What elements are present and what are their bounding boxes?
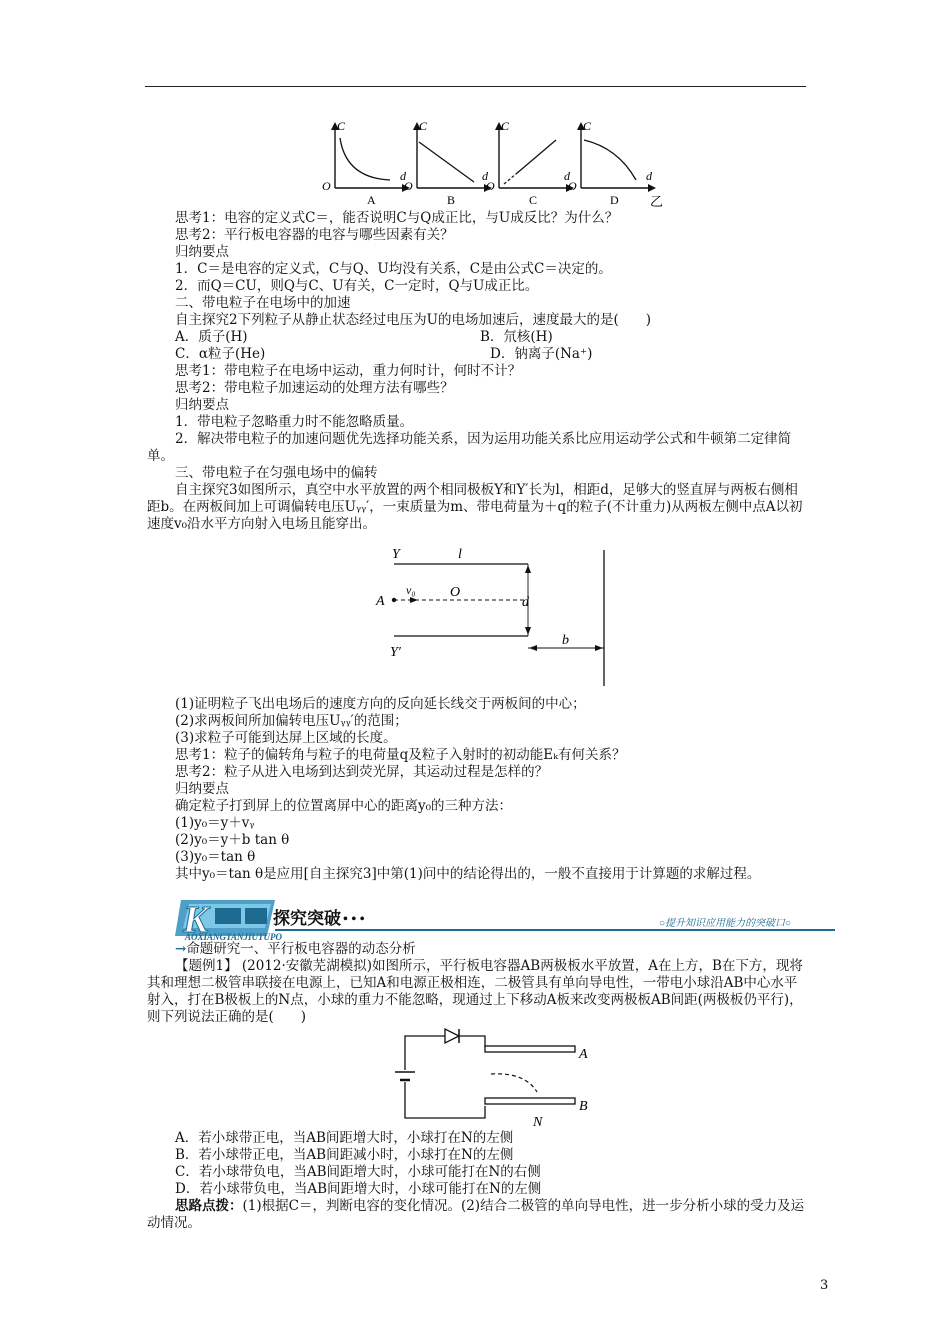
graph-c-origin: O — [486, 179, 495, 193]
hint-label: 思路点拨： — [175, 1198, 243, 1214]
summary-1-point-2: 2．而Q＝CU，则Q与C、U有关，C一定时，Q与U成正比。 — [175, 278, 539, 294]
capacitance-graphs — [310, 118, 670, 210]
option-a-proton: A．质子(H) — [175, 329, 248, 345]
hint-paragraph — [147, 1198, 807, 1232]
choice-b: B．若小球带正电，当AB间距减小时，小球打在N的左侧 — [175, 1147, 514, 1163]
graph-d-d-label: d — [646, 169, 652, 183]
circuit-figure — [385, 1026, 605, 1130]
graph-b-origin: O — [404, 179, 413, 193]
page-number: 3 — [820, 1278, 829, 1293]
choice-d: D．若小球带负电，当AB间距增大时，小球可能打在N的左侧 — [175, 1181, 542, 1197]
svg-text:• • •: • • • — [343, 912, 365, 927]
v0-label: v₀ — [406, 583, 416, 597]
question-2: (2)求两板间所加偏转电压Uᵧᵧ′的范围； — [175, 713, 408, 729]
banner-slogan: ○提升知识应用能力的突破口○ — [659, 918, 792, 929]
method-2: (2)y₀＝y＋b tan θ — [175, 832, 290, 848]
summary-2-point-2: 2．解决带电粒子的加速问题优先选择功能关系，因为运用功能关系比应用运动学公式和牛顿第二定律简单。 — [147, 431, 792, 464]
choice-a: A．若小球带正电，当AB间距增大时，小球打在N的左侧 — [175, 1130, 514, 1146]
arrow-right-icon: → — [175, 941, 187, 957]
graph-d — [568, 119, 663, 209]
example-1: 【题例1】 (2012·安徽芜湖模拟)如图所示，平行板电容器AB两极板水平放置，A在上方，B在下方，现将其和理想二极管串联接在电源上，已知A和电源正极相连，二极管具有单向导电性，一带电小球沿AB中心水平射入，打在B极板上的N点，小球的重力不能忽略，现通过上下移动A板来改变两极板AB间距(两极板仍平行)，则下列说法正确的是( ) — [147, 958, 803, 1025]
graph-c-label: C — [529, 193, 538, 207]
plate-length-label: l — [458, 547, 462, 562]
gap-d-label: d — [522, 595, 529, 610]
graph-b-d-label: d — [482, 169, 488, 183]
graph-a-d-label: d — [400, 169, 406, 183]
question-1: (1)证明粒子飞出电场后的速度方向的反向延长线交于两板间的中心； — [175, 696, 586, 712]
think-4: 思考2：带电粒子加速运动的处理方法有哪些？ — [175, 380, 454, 396]
topic-1-heading-text: 命题研究一、平行板电容器的动态分析 — [186, 941, 416, 957]
hint-text: (1)根据C＝，判断电容的变化情况。(2)结合二极管的单向导电性，进一步分析小球的受力及运动情况。 — [147, 1198, 805, 1231]
think-3: 思考1：带电粒子在电场中运动，重力何时计，何时不计？ — [175, 363, 522, 379]
banner-pinyin: AOXIANGTANJIUTUPO — [185, 932, 283, 940]
banner-title: 探究突破 — [273, 909, 341, 928]
inquiry-2: 自主探究2下列粒子从静止状态经过电压为U的电场加速后，速度最大的是( ) — [175, 312, 651, 328]
graph-d-c-label: C — [583, 119, 592, 133]
distance-b-label: b — [562, 633, 569, 648]
graph-b-label: B — [447, 193, 456, 207]
inquiry-3: 自主探究3如图所示，真空中水平放置的两个相同极板Y和Y′长为l，相距d，足够大的竖直屏与两板右侧相距b。在两板间加上可调偏转电压Uᵧᵧ′，一束质量为m、带电荷量为＋q的粒子(不计重力)从两板左侧中点A以初速度v₀沿水平方向射入电场且能穿出。 — [147, 482, 803, 532]
figure-label: 乙 — [650, 194, 664, 209]
think-5: 思考1：粒子的偏转角与粒子的电荷量q及粒子入射时的初动能Eₖ有何关系？ — [175, 747, 626, 763]
graph-a-c-label: C — [337, 119, 346, 133]
question-3: (3)求粒子可能到达屏上区域的长度。 — [175, 730, 397, 746]
graph-a-origin: O — [322, 179, 331, 193]
graph-b-c-label: C — [419, 119, 428, 133]
point-n-label: N — [533, 1115, 543, 1130]
summary-heading-1: 归纳要点 — [175, 244, 229, 260]
center-o-label: O — [450, 585, 461, 600]
plate-b-label: B — [579, 1099, 588, 1114]
banner-letter: K — [183, 899, 209, 940]
graph-c-c-label: C — [501, 119, 510, 133]
methods-intro: 确定粒子打到屏上的位置离屏中心的距离y₀的三种方法： — [175, 798, 513, 814]
option-c-alpha: C．α粒子(He) — [175, 346, 266, 362]
graph-c-d-label: d — [564, 169, 570, 183]
summary-heading-2: 归纳要点 — [175, 397, 229, 413]
think-1: 思考1：电容的定义式C＝，能否说明C与Q成正比，与U成反比？为什么？ — [175, 210, 619, 226]
method-3: (3)y₀＝tan θ — [175, 849, 256, 865]
point-a-label: A — [376, 594, 385, 609]
section-2-heading: 二、带电粒子在电场中的加速 — [175, 295, 351, 311]
think-2: 思考2：平行板电容器的电容与哪些因素有关？ — [175, 227, 454, 243]
header-rule — [145, 86, 806, 87]
think-6: 思考2：粒子从进入电场到达到荧光屏，其运动过程是怎样的？ — [175, 764, 549, 780]
method-1: (1)y₀＝y＋vᵧ — [175, 815, 255, 831]
graph-a-label: A — [367, 193, 376, 207]
plate-a-label: A — [579, 1047, 588, 1062]
deflection-figure — [370, 540, 620, 690]
summary-2-point-1: 1．带电粒子忽略重力时不能忽略质量。 — [175, 414, 414, 430]
graph-a — [322, 119, 410, 207]
summary-1-point-1: 1．C＝是电容的定义式，C与Q、U均没有关系，C是由公式C＝决定的。 — [175, 261, 612, 277]
summary-heading-3: 归纳要点 — [175, 781, 229, 797]
option-b-deuteron: B．氘核(H) — [480, 329, 553, 345]
graph-d-origin: O — [568, 179, 577, 193]
section-3-heading: 三、带电粒子在匀强电场中的偏转 — [175, 465, 378, 481]
graph-d-label: D — [610, 193, 619, 207]
graph-c — [486, 119, 574, 207]
methods-note: 其中y₀＝tan θ是应用[自主探究3]中第(1)问中的结论得出的，一般不直接用于计算题的求解过程。 — [175, 866, 761, 882]
plate-y-label: Y — [392, 547, 400, 562]
option-d-sodium: D．钠离子(Na⁺) — [490, 346, 593, 362]
plate-y-prime-label: Y′ — [390, 645, 401, 660]
section-banner — [175, 898, 837, 940]
graph-b — [404, 119, 492, 207]
topic-1-heading — [175, 941, 416, 958]
choice-c: C．若小球带负电，当AB间距增大时，小球可能打在N的右侧 — [175, 1164, 541, 1180]
